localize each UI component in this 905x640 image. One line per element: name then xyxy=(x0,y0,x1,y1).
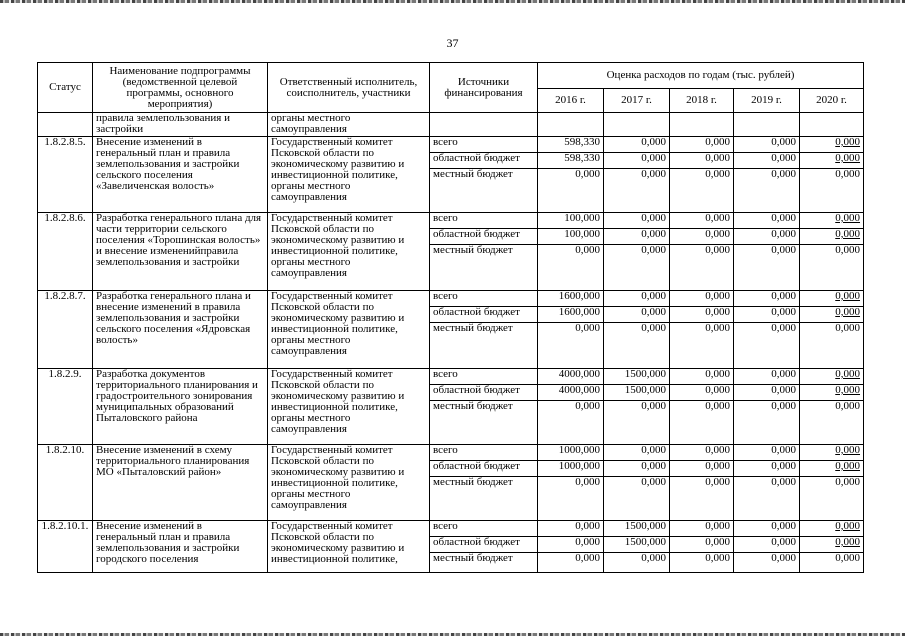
table-row xyxy=(38,213,864,291)
value-cell: 0,000 xyxy=(800,537,863,553)
value-cell: 0,000 xyxy=(734,445,799,461)
source-label: местный бюджет xyxy=(433,244,513,256)
value-cell: 0,000 xyxy=(800,445,863,461)
row-executor: Государственный комитет Псковской области по экономическому развитию и инвестиционной политике, органы местного самоуправления xyxy=(268,137,430,213)
header-executor: Ответственный исполнитель, соисполнитель, участники xyxy=(268,63,430,113)
row-status: 1.8.2.10.1. xyxy=(38,521,93,573)
value-cell: 0,000 xyxy=(641,400,666,412)
value-cell: 0,000 xyxy=(670,369,733,385)
value-cell: 0,000 xyxy=(705,322,730,334)
source-label: всего xyxy=(430,521,537,537)
value-cell: 0,000 xyxy=(771,168,796,180)
source-label: местный бюджет xyxy=(433,552,513,564)
value-cell: 4000,000 xyxy=(538,385,603,401)
value-cell: 0,000 xyxy=(575,168,600,180)
value-cell: 0,000 xyxy=(771,244,796,256)
value-cell: 0,000 xyxy=(604,213,669,229)
value-cell: 1500,000 xyxy=(604,385,669,401)
value-cell: 0,000 xyxy=(575,476,600,488)
row-executor: Государственный комитет Псковской области по экономическому развитию и инвестиционной политике, органы местного самоуправления xyxy=(268,369,430,445)
expenditure-table xyxy=(37,62,864,573)
source-label: областной бюджет xyxy=(430,307,537,323)
scan-edge-bottom xyxy=(0,633,905,636)
value-cell: 0,000 xyxy=(835,476,861,488)
source-label: всего xyxy=(430,291,537,307)
source-label: всего xyxy=(430,445,537,461)
table-row xyxy=(38,445,864,521)
value-cell: 0,000 xyxy=(705,244,730,256)
source-label: областной бюджет xyxy=(430,385,537,401)
value-cell: 1500,000 xyxy=(604,521,669,537)
value-cell: 100,000 xyxy=(538,213,603,229)
value-cell: 0,000 xyxy=(670,385,733,401)
value-cell: 0,000 xyxy=(800,521,863,537)
value-cell: 598,330 xyxy=(538,153,603,169)
value-cell: 0,000 xyxy=(538,537,603,553)
value-cell: 0,000 xyxy=(641,552,666,564)
value-cell: 598,330 xyxy=(538,137,603,153)
value-cell: 0,000 xyxy=(670,537,733,553)
value-cell: 1000,000 xyxy=(538,445,603,461)
value-cell: 0,000 xyxy=(734,213,799,229)
value-cell: 0,000 xyxy=(705,552,730,564)
value-cell: 0,000 xyxy=(604,461,669,477)
value-cell: 0,000 xyxy=(734,307,799,323)
source-label: всего xyxy=(430,137,537,153)
source-label: областной бюджет xyxy=(430,229,537,245)
header-year-2020: 2020 г. xyxy=(800,89,864,113)
value-cell: 1000,000 xyxy=(538,461,603,477)
row-status: 1.8.2.8.7. xyxy=(38,291,93,369)
value-cell: 0,000 xyxy=(641,322,666,334)
value-cell: 0,000 xyxy=(575,322,600,334)
value-cell: 0,000 xyxy=(800,461,863,477)
value-cell: 0,000 xyxy=(641,476,666,488)
row-name: Внесение изменений в схему территориального планирования МО «Пыталовский район» xyxy=(93,445,268,521)
value-cell: 0,000 xyxy=(670,521,733,537)
value-cell: 0,000 xyxy=(604,229,669,245)
value-cell: 0,000 xyxy=(835,244,861,256)
page-number: 37 xyxy=(446,36,459,50)
row-name: Внесение изменений в генеральный план и правила землепользования и застройки сельского поселения «Завеличенская волость» xyxy=(93,137,268,213)
row-name: Внесение изменений в генеральный план и правила землепользования и застройки городского поселения xyxy=(93,521,268,573)
continuation-executor: органы местного самоуправления xyxy=(268,113,430,137)
row-status: 1.8.2.8.6. xyxy=(38,213,93,291)
value-cell: 0,000 xyxy=(670,445,733,461)
source-label: областной бюджет xyxy=(430,537,537,553)
source-label: всего xyxy=(430,369,537,385)
value-cell: 0,000 xyxy=(705,400,730,412)
row-name: Разработка генерального плана для части территории сельского поселения «Торошинская волость» и внесение измененийправила землепользования и застройки xyxy=(93,213,268,291)
value-cell: 0,000 xyxy=(800,385,863,401)
source-label: местный бюджет xyxy=(433,322,513,334)
row-name: Разработка генерального плана и внесение изменений в правила землепользования и застройки сельского поселения «Ядровская волость» xyxy=(93,291,268,369)
value-cell: 0,000 xyxy=(771,552,796,564)
source-label: областной бюджет xyxy=(430,461,537,477)
header-status: Статус xyxy=(38,63,93,113)
value-cell: 1600,000 xyxy=(538,291,603,307)
value-cell: 0,000 xyxy=(835,322,861,334)
scan-edge-top xyxy=(0,0,905,3)
value-cell: 0,000 xyxy=(670,461,733,477)
header-year-2019: 2019 г. xyxy=(734,89,800,113)
value-cell: 0,000 xyxy=(771,322,796,334)
value-cell: 0,000 xyxy=(538,521,603,537)
value-cell: 0,000 xyxy=(835,168,861,180)
source-label: местный бюджет xyxy=(433,168,513,180)
value-cell: 0,000 xyxy=(604,153,669,169)
value-cell: 0,000 xyxy=(734,153,799,169)
value-cell: 0,000 xyxy=(734,537,799,553)
value-cell: 0,000 xyxy=(734,369,799,385)
value-cell: 0,000 xyxy=(800,229,863,245)
source-label: всего xyxy=(430,213,537,229)
value-cell: 0,000 xyxy=(705,476,730,488)
value-cell: 0,000 xyxy=(800,213,863,229)
header-year-2017: 2017 г. xyxy=(604,89,670,113)
value-cell: 0,000 xyxy=(734,137,799,153)
row-executor: Государственный комитет Псковской области по экономическому развитию и инвестиционной политике, органы местного самоуправления xyxy=(268,213,430,291)
value-cell: 1500,000 xyxy=(604,369,669,385)
row-status: 1.8.2.9. xyxy=(38,369,93,445)
table-row xyxy=(38,369,864,445)
value-cell: 0,000 xyxy=(800,307,863,323)
value-cell: 0,000 xyxy=(670,291,733,307)
value-cell: 4000,000 xyxy=(538,369,603,385)
value-cell: 0,000 xyxy=(670,213,733,229)
value-cell: 0,000 xyxy=(670,137,733,153)
value-cell: 0,000 xyxy=(800,153,863,169)
row-name: Разработка документов территориального планирования и градостроительного зонирования муниципальных образований Пыталовского района xyxy=(93,369,268,445)
value-cell: 0,000 xyxy=(771,476,796,488)
continuation-row xyxy=(38,113,864,137)
value-cell: 0,000 xyxy=(705,168,730,180)
value-cell: 0,000 xyxy=(670,229,733,245)
value-cell: 0,000 xyxy=(575,552,600,564)
source-label: областной бюджет xyxy=(430,153,537,169)
value-cell: 0,000 xyxy=(575,400,600,412)
header-year-2016: 2016 г. xyxy=(538,89,604,113)
value-cell: 0,000 xyxy=(734,385,799,401)
value-cell: 0,000 xyxy=(800,291,863,307)
value-cell: 0,000 xyxy=(604,291,669,307)
row-status: 1.8.2.8.5. xyxy=(38,137,93,213)
row-executor: Государственный комитет Псковской области по экономическому развитию и инвестиционной политике, xyxy=(268,521,430,573)
value-cell: 0,000 xyxy=(575,244,600,256)
source-label: местный бюджет xyxy=(433,400,513,412)
value-cell: 0,000 xyxy=(670,307,733,323)
source-label: местный бюджет xyxy=(433,476,513,488)
value-cell: 0,000 xyxy=(604,307,669,323)
row-executor: Государственный комитет Псковской области по экономическому развитию и инвестиционной политике, органы местного самоуправления xyxy=(268,445,430,521)
header-sources: Источники финансирования xyxy=(430,63,538,113)
value-cell: 100,000 xyxy=(538,229,603,245)
header-estimate: Оценка расходов по годам (тыс. рублей) xyxy=(538,63,864,89)
value-cell: 0,000 xyxy=(604,445,669,461)
table-row xyxy=(38,291,864,369)
value-cell: 0,000 xyxy=(800,369,863,385)
row-executor: Государственный комитет Псковской области по экономическому развитию и инвестиционной политике, органы местного самоуправления xyxy=(268,291,430,369)
header-year-2018: 2018 г. xyxy=(670,89,734,113)
value-cell: 0,000 xyxy=(734,521,799,537)
value-cell: 0,000 xyxy=(604,137,669,153)
value-cell: 0,000 xyxy=(641,244,666,256)
table-row xyxy=(38,137,864,213)
value-cell: 0,000 xyxy=(734,229,799,245)
value-cell: 0,000 xyxy=(670,153,733,169)
value-cell: 0,000 xyxy=(835,552,861,564)
value-cell: 1500,000 xyxy=(604,537,669,553)
value-cell: 1600,000 xyxy=(538,307,603,323)
value-cell: 0,000 xyxy=(734,461,799,477)
row-status: 1.8.2.10. xyxy=(38,445,93,521)
value-cell: 0,000 xyxy=(734,291,799,307)
table-row xyxy=(38,521,864,573)
continuation-name: правила землепользования и застройки xyxy=(93,113,268,137)
value-cell: 0,000 xyxy=(800,137,863,153)
header-name: Наименование подпрограммы (ведомственной целевой программы, основного мероприятия) xyxy=(93,63,268,113)
value-cell: 0,000 xyxy=(641,168,666,180)
value-cell: 0,000 xyxy=(771,400,796,412)
value-cell: 0,000 xyxy=(835,400,861,412)
